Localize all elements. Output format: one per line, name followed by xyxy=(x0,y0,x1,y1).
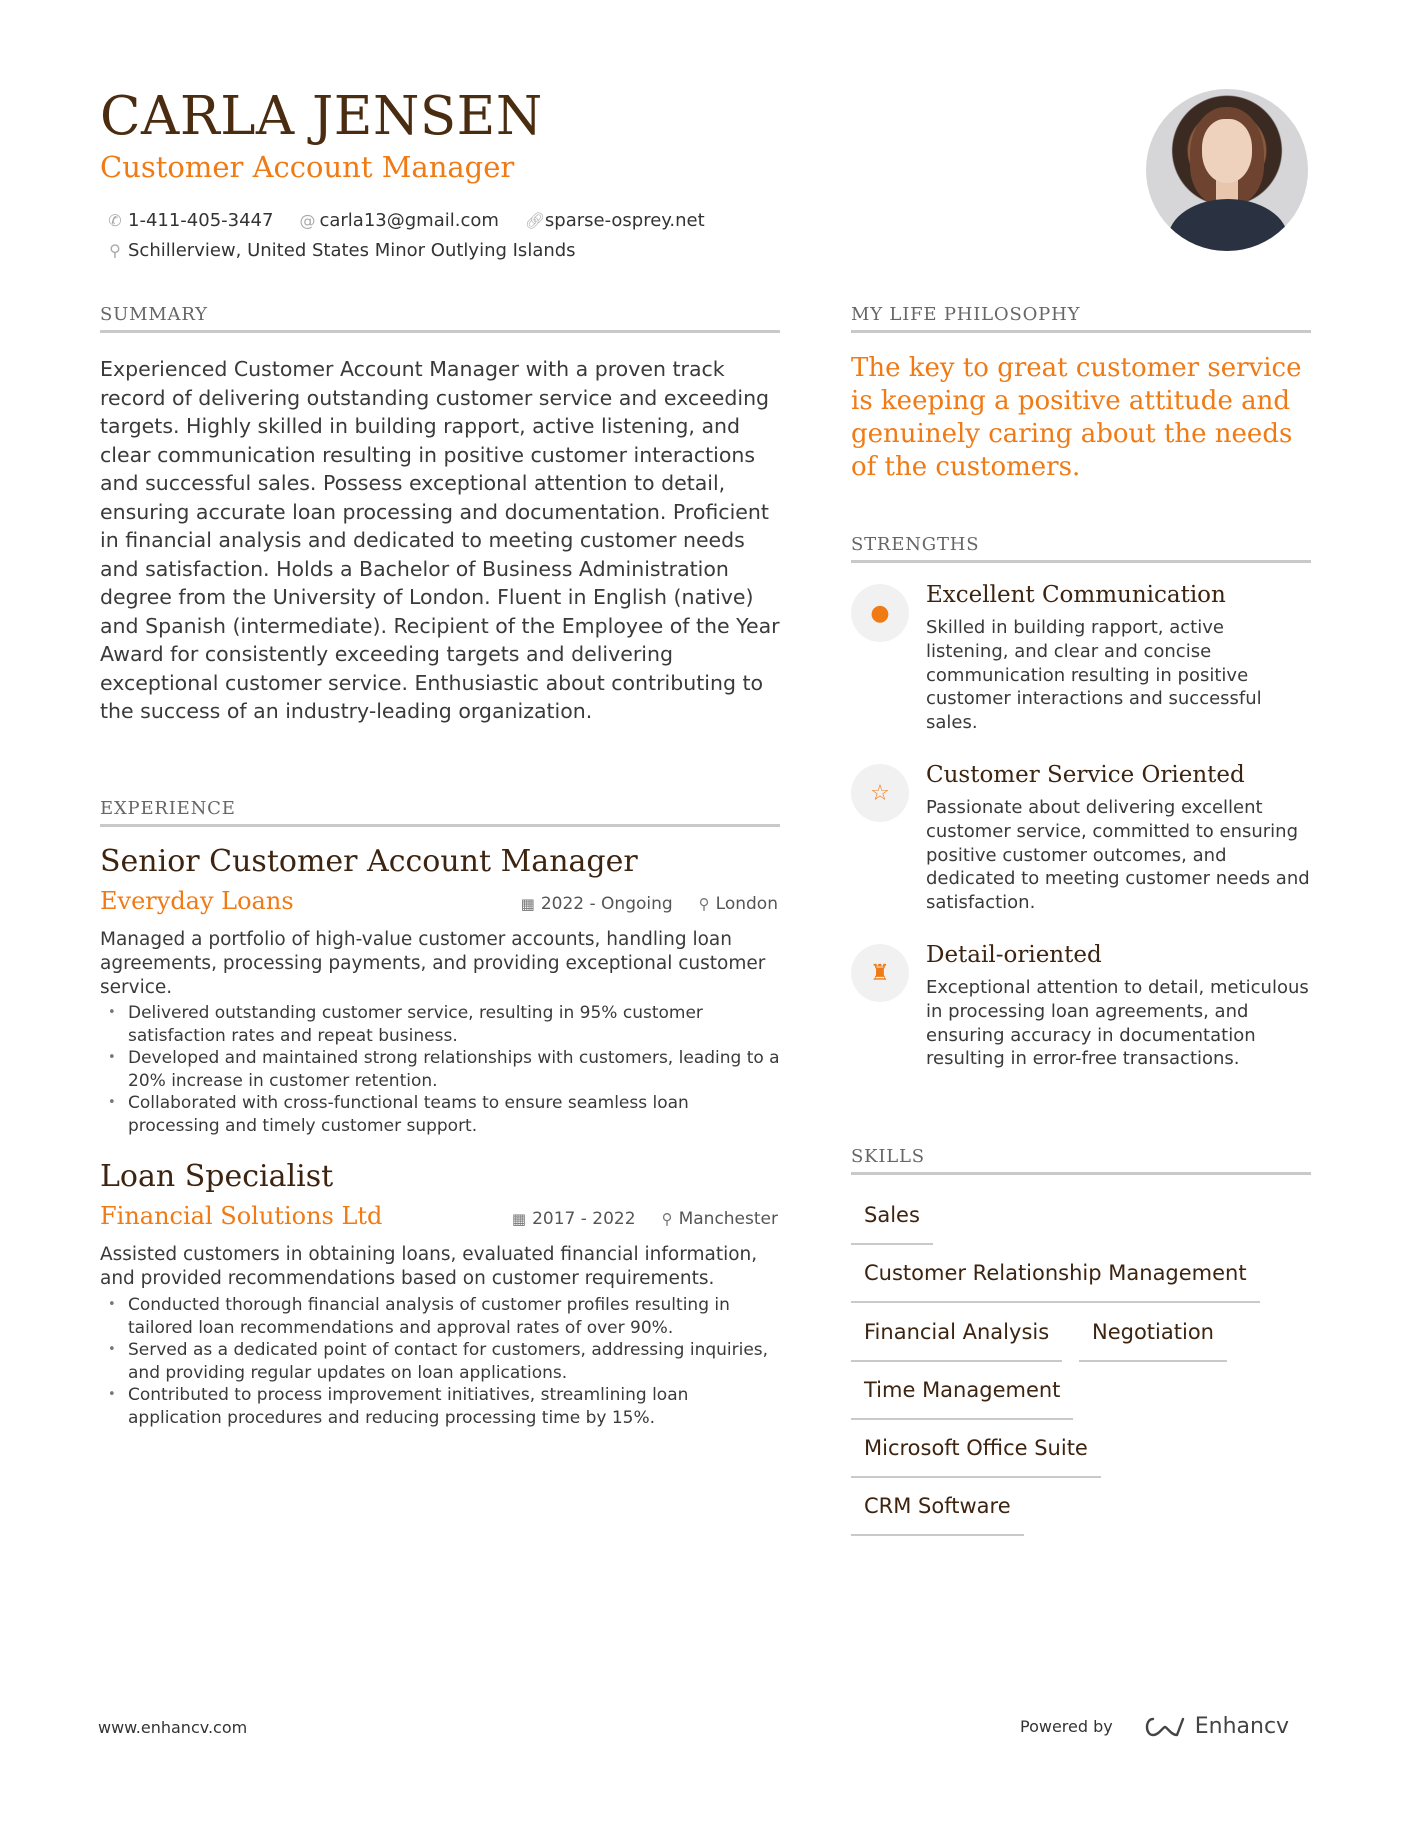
skills-divider xyxy=(851,1172,1311,1175)
calendar-icon: ▦ xyxy=(520,895,535,913)
brand-name: Enhancv xyxy=(1194,1714,1290,1739)
skill-tag: Sales xyxy=(851,1201,933,1245)
job-location: London xyxy=(715,894,778,914)
contact-location xyxy=(108,240,576,261)
head-icon: ● xyxy=(851,584,909,642)
profile-photo xyxy=(1146,89,1308,251)
experience-heading: EXPERIENCE xyxy=(100,798,236,819)
strength-description: Passionate about delivering excellent customer service, committed to ensuring positive customer outcomes, and dedicated to meeting customer needs and satisfaction. xyxy=(926,797,1310,914)
strength-description: Exceptional attention to detail, meticulous in processing loan agreements, and ensuring accuracy in documentation resulting in error-free transactions. xyxy=(926,977,1309,1070)
phone-text: 1-411-405-3447 xyxy=(128,209,274,231)
star-icon: ☆ xyxy=(851,764,909,822)
candidate-name: CARLA JENSEN xyxy=(100,86,543,147)
candidate-role: Customer Account Manager xyxy=(100,150,515,184)
skill-tag: Negotiation xyxy=(1079,1318,1227,1362)
philosophy-heading: MY LIFE PHILOSOPHY xyxy=(851,304,1081,325)
strengths-divider xyxy=(851,560,1311,563)
strengths-heading: STRENGTHS xyxy=(851,534,980,555)
job-meta xyxy=(512,1209,778,1229)
skill-tag: Microsoft Office Suite xyxy=(851,1434,1101,1478)
footer-branding xyxy=(1020,1714,1289,1739)
job-location: Manchester xyxy=(678,1209,778,1229)
location-text: Schillerview, United States Minor Outlying Islands xyxy=(128,239,576,261)
job-description: Assisted customers in obtaining loans, evaluated financial information, and provided recommendations based on customer requirements. xyxy=(100,1244,758,1289)
location-pin-icon: ⚲ xyxy=(109,240,121,260)
contact-email[interactable] xyxy=(299,210,498,231)
strength-description: Skilled in building rapport, active listening, and clear and concise communication resulting in positive customer interactions and successful sales. xyxy=(926,617,1262,734)
job-bullet: • Delivered outstanding customer service, resulting in 95% customer satisfaction rates and repeat business. xyxy=(108,1002,780,1047)
job-description: Managed a portfolio of high-value customer accounts, handling loan agreements, processing payments, and providing exceptional customer service. xyxy=(100,929,766,998)
strength-title: Detail-oriented xyxy=(926,942,1102,968)
brand-logo[interactable] xyxy=(1141,1714,1289,1739)
job-dates: 2017 - 2022 xyxy=(532,1209,636,1229)
job-title: Loan Specialist xyxy=(100,1159,334,1194)
strength-title: Excellent Communication xyxy=(926,582,1226,608)
job-bullet: • Collaborated with cross-functional teams to ensure seamless loan processing and timely customer support. xyxy=(108,1092,780,1137)
skill-tag: Customer Relationship Management xyxy=(851,1259,1260,1303)
link-icon: 🔗︎ xyxy=(524,210,546,230)
summary-heading: SUMMARY xyxy=(100,304,208,325)
job-bullet: • Developed and maintained strong relationships with customers, leading to a 20% increase in customer retention. xyxy=(108,1047,780,1092)
location-pin-icon: ⚲ xyxy=(698,895,710,913)
calendar-icon: ▦ xyxy=(511,1210,527,1228)
experience-divider xyxy=(100,824,780,827)
email-text: carla13@gmail.com xyxy=(319,209,499,231)
skill-tag: CRM Software xyxy=(851,1492,1024,1536)
job-meta xyxy=(521,894,778,914)
job-bullet: • Served as a dedicated point of contact for customers, addressing inquiries, and providing regular updates on loan applications. xyxy=(108,1339,780,1384)
job-bullets xyxy=(108,1002,780,1137)
trophy-icon: ♜ xyxy=(851,944,909,1002)
contact-info xyxy=(108,205,1008,265)
job-bullet: • Conducted thorough financial analysis of customer profiles resulting in tailored loan recommendations and approval rates of over 90%. xyxy=(108,1294,780,1339)
summary-text: Experienced Customer Account Manager with a proven track record of delivering outstanding customer service and exceeding targets. Highly skilled in building rapport, active listening, and clear communication resulting in positive customer interactions and successful sales. Possess exceptional attention to detail, ensuring accurate loan processing and documentation. Proficient in financial analysis and dedicated to meeting customer needs and satisfaction. Holds a Bachelor of Business Administration degree from the University of London. Fluent in English (native) and Spanish (intermediate). Recipient of the Employee of the Year Award for consistently exceeding targets and delivering exceptional customer service. Enthusiastic about contributing to the success of an industry-leading organization. xyxy=(100,357,780,723)
contact-website[interactable] xyxy=(525,210,705,231)
at-icon: @ xyxy=(299,210,316,230)
powered-by-text: Powered by xyxy=(1020,1717,1113,1736)
skills-heading: SKILLS xyxy=(851,1146,925,1167)
strength-title: Customer Service Oriented xyxy=(926,762,1245,788)
job-company: Everyday Loans xyxy=(100,887,294,915)
job-bullet: • Contributed to process improvement initiatives, streamlining loan application procedures and reducing processing time by 15%. xyxy=(108,1384,780,1429)
enhancv-logo-icon xyxy=(1141,1715,1187,1739)
philosophy-divider xyxy=(851,330,1311,333)
phone-icon: ✆ xyxy=(108,210,122,230)
job-title: Senior Customer Account Manager xyxy=(100,844,638,879)
job-bullets xyxy=(108,1294,780,1429)
summary-divider xyxy=(100,330,780,333)
footer-website[interactable]: www.enhancv.com xyxy=(98,1718,248,1737)
skill-tag: Time Management xyxy=(851,1376,1073,1420)
philosophy-quote: The key to great customer service is keeping a positive attitude and genuinely caring about the needs of the customers. xyxy=(851,353,1302,482)
location-pin-icon: ⚲ xyxy=(661,1210,673,1228)
job-company: Financial Solutions Ltd xyxy=(100,1202,383,1230)
job-dates: 2022 - Ongoing xyxy=(540,894,673,914)
skill-tag: Financial Analysis xyxy=(851,1318,1062,1362)
contact-phone[interactable] xyxy=(108,210,273,231)
website-text: sparse-osprey.net xyxy=(544,209,705,231)
